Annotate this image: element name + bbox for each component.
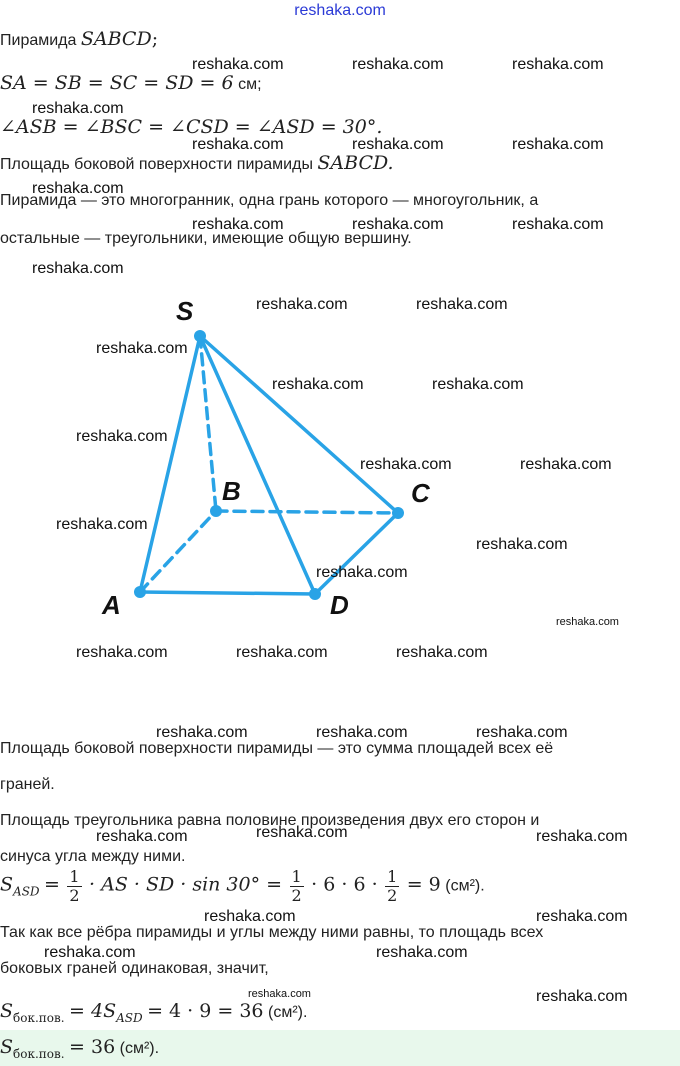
watermark: reshaka.com: [536, 988, 628, 1005]
watermark: reshaka.com: [360, 456, 452, 473]
given-edges: [0, 72, 262, 94]
watermark: reshaka.com: [44, 944, 136, 961]
site-title[interactable]: reshaka.com: [294, 2, 386, 19]
watermark: reshaka.com: [352, 56, 444, 73]
solution-p3-line-1: Так как все рёбра пирамиды и углы между ними равны, то площадь всех: [0, 924, 544, 941]
watermark: reshaka.com: [248, 988, 311, 1000]
find-name: SABCD.: [317, 152, 394, 174]
watermark: reshaka.com: [32, 260, 124, 277]
point-c: [392, 507, 404, 519]
given-edges-eq: SA = SB = SC = SD = 6: [0, 72, 234, 94]
watermark: reshaka.com: [512, 216, 604, 233]
watermark: reshaka.com: [376, 944, 468, 961]
watermark: reshaka.com: [352, 216, 444, 233]
definition-line-1: Пирамида — это многогранник, одна грань которого — многоугольник, а: [0, 192, 539, 209]
find-line: [0, 152, 394, 174]
formula2-unit: (см²).: [267, 1004, 308, 1021]
formula2-sub: бок.пов.: [13, 1011, 65, 1025]
watermark: reshaka.com: [416, 296, 508, 313]
watermark: reshaka.com: [432, 376, 524, 393]
given-angles: [0, 116, 382, 138]
given-angles-eq: ∠ASB = ∠BSC = ∠CSD = ∠ASD = 30°.: [0, 116, 383, 138]
formula1-s: S: [0, 873, 14, 896]
label-b: B: [222, 476, 241, 506]
label-c: C: [411, 478, 430, 508]
watermark: reshaka.com: [204, 908, 296, 925]
watermark: reshaka.com: [76, 644, 168, 661]
watermark: reshaka.com: [556, 616, 619, 628]
watermark: reshaka.com: [56, 516, 148, 533]
edge-sa: [140, 336, 200, 592]
watermark: reshaka.com: [76, 428, 168, 445]
given-pyramid-name: SABCD: [80, 28, 152, 50]
answer-line: [0, 1036, 159, 1061]
watermark: reshaka.com: [236, 644, 328, 661]
watermark: reshaka.com: [272, 376, 364, 393]
watermark: reshaka.com: [32, 100, 124, 117]
point-s: [194, 330, 206, 342]
watermark: reshaka.com: [520, 456, 612, 473]
formula2-rest: = 4 · 9 = 36: [147, 1000, 264, 1022]
solution-p3-line-2: боковых граней одинаковая, значит,: [0, 960, 269, 977]
formula1-six: · 6 · 6 ·: [311, 873, 378, 896]
edge-ad: [140, 592, 315, 594]
label-d: D: [330, 590, 349, 620]
watermark: reshaka.com: [316, 564, 408, 581]
point-d: [309, 588, 321, 600]
formula1-frac-3: $\frac{1}{2}$: [387, 867, 398, 905]
formula2-s: S: [0, 1000, 14, 1022]
watermark: reshaka.com: [156, 724, 248, 741]
watermark: reshaka.com: [32, 180, 124, 197]
watermark: reshaka.com: [476, 724, 568, 741]
edge-ab: [140, 511, 216, 592]
solution-p2-line-1: Площадь треугольника равна половине произведения двух его сторон и: [0, 812, 540, 829]
formula2-body: = 4S: [69, 1000, 117, 1022]
given-edges-unit: см;: [238, 76, 262, 93]
watermark: reshaka.com: [512, 56, 604, 73]
formula1-frac-1: $\frac{1}{2}$: [69, 867, 80, 905]
watermark: reshaka.com: [536, 828, 628, 845]
formula-area-asd: [0, 868, 485, 905]
edge-bc: [216, 511, 398, 513]
watermark: reshaka.com: [96, 828, 188, 845]
formula1-sub: ASD: [13, 884, 40, 899]
watermark: reshaka.com: [192, 216, 284, 233]
watermark: reshaka.com: [256, 296, 348, 313]
answer-value: = 36: [69, 1036, 116, 1058]
formula-lateral-area: [0, 1000, 307, 1025]
formula1-result: = 9: [406, 873, 441, 896]
solution-p1-line-2: граней.: [0, 776, 55, 793]
formula1-unit: (см²).: [445, 877, 485, 895]
solution-p1-line-1: Площадь боковой поверхности пирамиды — это сумма площадей всех её: [0, 740, 554, 757]
answer-sub: бок.пов.: [13, 1047, 65, 1061]
solution-p2-line-2: синуса угла между ними.: [0, 848, 186, 865]
watermark: reshaka.com: [536, 908, 628, 925]
watermark: reshaka.com: [476, 536, 568, 553]
watermark: reshaka.com: [96, 340, 188, 357]
definition-line-2: остальные — треугольники, имеющие общую вершину.: [0, 230, 412, 247]
formula2-sub2: ASD: [116, 1011, 143, 1025]
given-pyramid-label: Пирамида: [0, 32, 77, 49]
formula1-frac-2: $\frac{1}{2}$: [291, 867, 302, 905]
find-label: Площадь боковой поверхности пирамиды: [0, 156, 313, 173]
formula1-eq1: =: [44, 873, 60, 896]
watermark: reshaka.com: [192, 56, 284, 73]
formula1-mid: · AS · SD · sin 30° =: [89, 873, 283, 896]
watermark: reshaka.com: [192, 136, 284, 153]
watermark: reshaka.com: [256, 824, 348, 841]
watermark: reshaka.com: [396, 644, 488, 661]
edge-sd: [200, 336, 315, 594]
answer-unit: (см²).: [119, 1040, 160, 1057]
watermark: reshaka.com: [316, 724, 408, 741]
point-b: [210, 505, 222, 517]
label-s: S: [176, 296, 194, 326]
watermark: reshaka.com: [352, 136, 444, 153]
label-a: A: [102, 590, 121, 620]
given-pyramid: Пирамида SABCD;: [0, 28, 159, 50]
answer-s: S: [0, 1036, 14, 1058]
watermark: reshaka.com: [512, 136, 604, 153]
point-a: [134, 586, 146, 598]
